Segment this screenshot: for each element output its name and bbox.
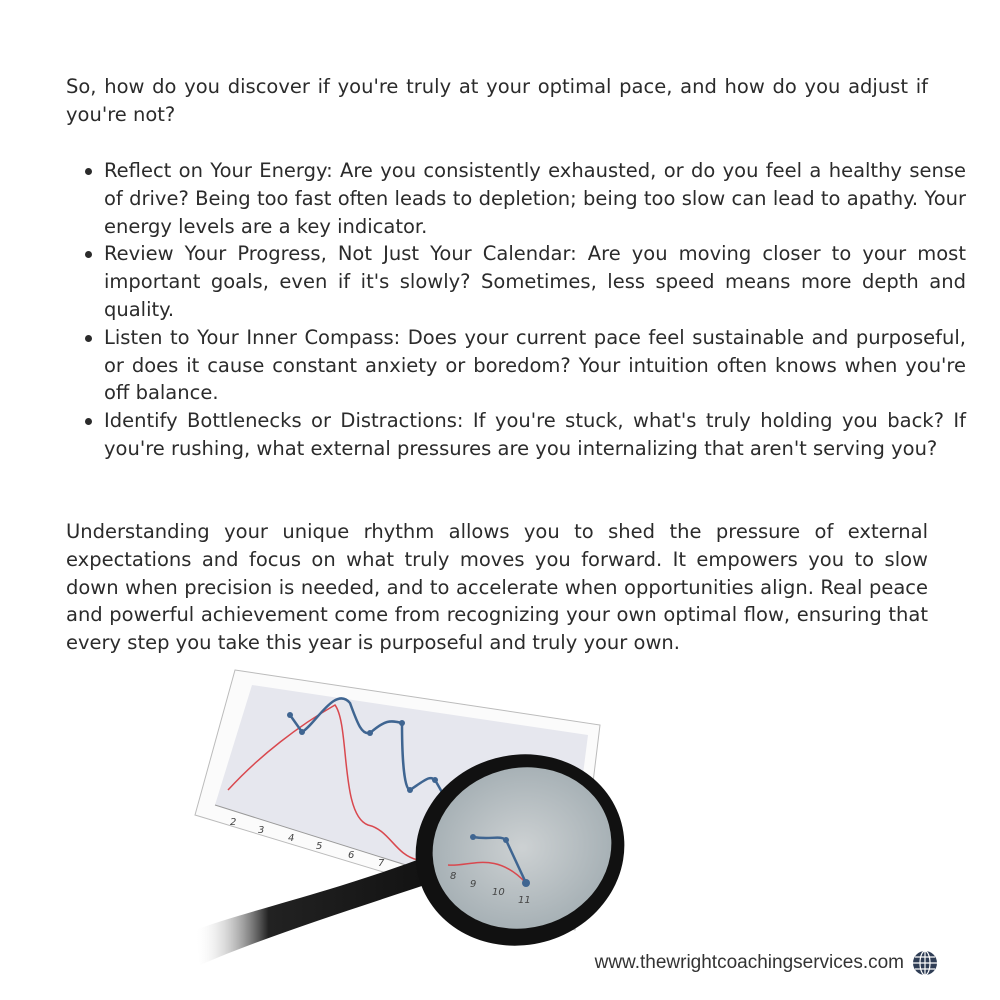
tips-list <box>66 157 966 463</box>
x-tick: 4 <box>288 833 295 844</box>
list-item: Reflect on Your Energy: Are you consistently exhausted, or do you feel a healthy sense of drive? Being too fast often leads to depletion; being too slow can lead to apathy. Your energy levels are a key indicator. <box>104 157 966 240</box>
website-link[interactable]: www.thewrightcoachingservices.com <box>594 952 904 973</box>
x-tick: 9 <box>470 879 477 890</box>
globe-icon <box>912 950 938 976</box>
x-tick: 11 <box>518 895 531 906</box>
intro-paragraph: So, how do you discover if you're truly at your optimal pace, and how do you adjust if you're not? <box>66 75 928 126</box>
x-tick: 2 <box>230 817 237 828</box>
x-tick: 8 <box>450 871 457 882</box>
list-item: Listen to Your Inner Compass: Does your current pace feel sustainable and purposeful, or does it cause constant anxiety or boredom? Your intuition often knows when you're off balance. <box>104 324 966 407</box>
x-tick: 5 <box>316 841 323 852</box>
chart-magnifier-illustration <box>190 665 650 985</box>
x-tick: 10 <box>492 887 505 898</box>
footer <box>595 950 938 976</box>
list-item: Review Your Progress, Not Just Your Calendar: Are you moving closer to your most important goals, even if it's slowly? Sometimes, less speed means more depth and quality. <box>104 240 966 323</box>
x-tick: 7 <box>378 858 385 869</box>
x-tick: 3 <box>258 825 265 836</box>
list-item: Identify Bottlenecks or Distractions: If you're stuck, what's truly holding you back? If you're rushing, what external pressures are you internalizing that aren't serving you? <box>104 407 966 463</box>
conclusion-paragraph: Understanding your unique rhythm allows you to shed the pressure of external expectations and focus on what truly moves you forward. It empowers you to slow down when precision is needed, and to accelerate when opportunities align. Real peace and powerful achievement come from recognizing your own optimal flow, ensuring that every step you take this year is purposeful and truly your own. <box>66 520 928 655</box>
x-tick: 6 <box>348 850 355 861</box>
